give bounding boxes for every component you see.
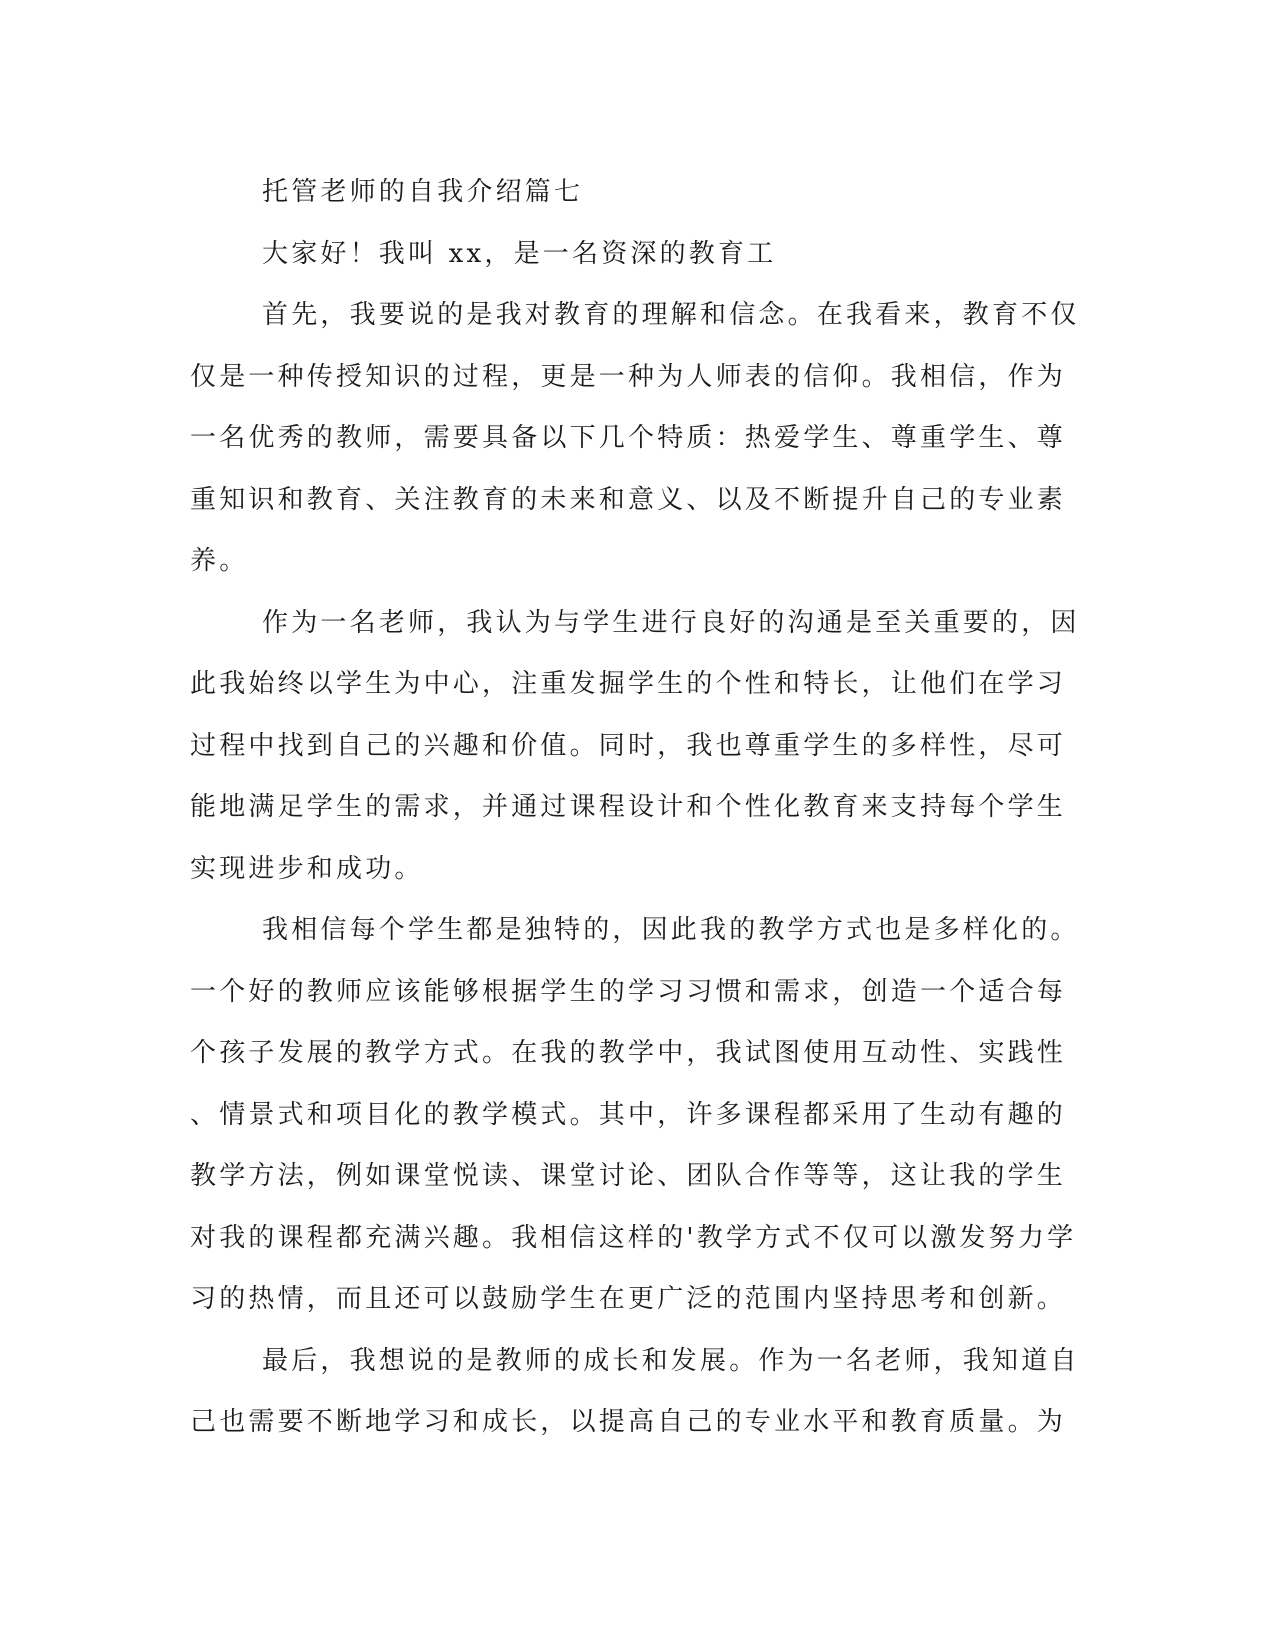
paragraph-line: 过程中找到自己的兴趣和价值。同时，我也尊重学生的多样性，尽可 <box>190 730 1067 761</box>
paragraph-line: 此我始终以学生为中心，注重发掘学生的个性和特长，让他们在学习 <box>190 669 1067 699</box>
paragraph-line: 仅是一种传授知识的过程，更是一种为人师表的信仰。我相信，作为 <box>190 361 1067 392</box>
paragraph-line: 己也需要不断地学习和成长，以提高自己的专业水平和教育质量。为 <box>190 1407 1067 1437</box>
paragraph-line: 作为一名老师，我认为与学生进行良好的沟通是至关重要的，因 <box>262 607 1080 638</box>
paragraph-line: 能地满足学生的需求，并通过课程设计和个性化教育来支持每个学生 <box>190 792 1067 822</box>
paragraph-line: 对我的课程都充满兴趣。我相信这样的'教学方式不仅可以激发努力学 <box>190 1222 1077 1253</box>
document-title: 托管老师的自我介绍篇七 <box>262 177 584 207</box>
greeting-line: 大家好！我叫 xx，是一名资深的教育工 <box>262 238 777 269</box>
paragraph-line: 个孩子发展的教学方式。在我的教学中，我试图使用互动性、实践性 <box>190 1038 1067 1068</box>
paragraph-line: 教学方法，例如课堂悦读、课堂讨论、团队合作等等，这让我的学生 <box>190 1161 1067 1191</box>
paragraph-line: 一个好的教师应该能够根据学生的学习习惯和需求，创造一个适合每 <box>190 976 1067 1007</box>
paragraph-line: 一名优秀的教师，需要具备以下几个特质：热爱学生、尊重学生、尊 <box>190 423 1067 453</box>
paragraph-4 <box>190 1331 1080 1454</box>
paragraph-1 <box>190 285 1080 593</box>
paragraph-line: 首先，我要说的是我对教育的理解和信念。在我看来，教育不仅 <box>262 300 1080 330</box>
paragraph-line: 、情景式和项目化的教学模式。其中，许多课程都采用了生动有趣的 <box>190 1099 1067 1130</box>
paragraph-line: 实现进步和成功。 <box>190 853 424 884</box>
paragraph-3 <box>190 900 1080 1331</box>
paragraph-line: 习的热情，而且还可以鼓励学生在更广泛的范围内坚持思考和创新。 <box>190 1284 1067 1314</box>
paragraph-line: 我相信每个学生都是独特的，因此我的教学方式也是多样化的。 <box>262 915 1080 945</box>
paragraph-2 <box>190 593 1080 901</box>
paragraph-line: 最后，我想说的是教师的成长和发展。作为一名老师，我知道自 <box>262 1345 1080 1376</box>
document-body <box>190 162 1080 1454</box>
paragraph-line: 重知识和教育、关注教育的未来和意义、以及不断提升自己的专业素 <box>190 484 1067 515</box>
paragraph-line: 养。 <box>190 546 249 576</box>
